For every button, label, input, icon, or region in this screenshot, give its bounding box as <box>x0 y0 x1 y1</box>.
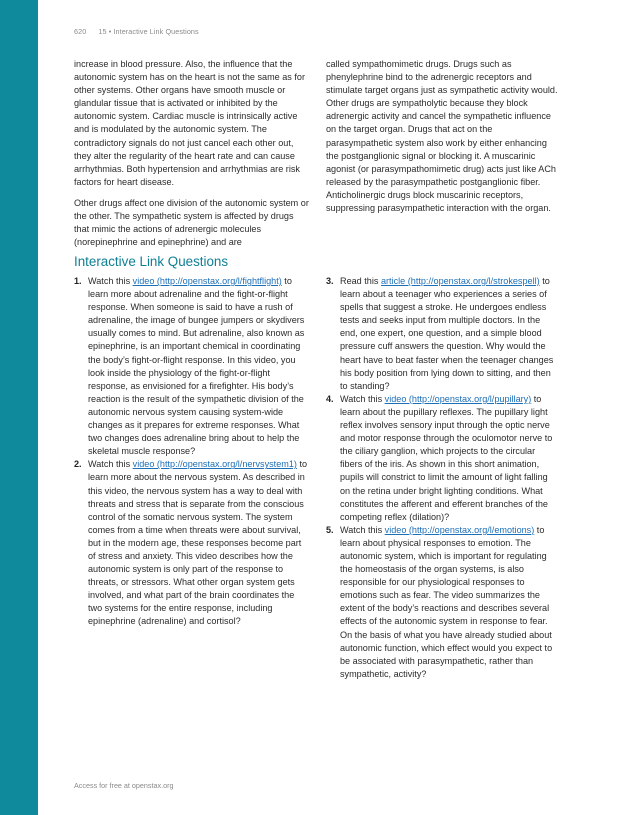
body-column-left <box>74 58 310 257</box>
question-text: to learn more about adrenaline and the fight-or-flight response. When someone is said to have a rush of adrenaline, the image of bungee jumpers or skydivers usually comes to mind. But adrenaline, also known as epinephrine, is an important chemical in coordinating the body’s fight-or-flight response. In this video, you look inside the physiology of the fight-or-flight response, as envisioned for a firefighter. His body’s reaction is the result of the sympathetic division of the autonomic nervous system causing system-wide changes as it prepares for extreme responses. What two changes does adrenaline bring about to help the skeletal muscle response? <box>88 276 305 457</box>
body-paragraph: Other drugs affect one division of the autonomic system or the other. The sympathetic system is affected by drugs that mimic the actions of adrenergic molecules (norepinephrine and epinephrine) and are <box>74 197 309 248</box>
body-paragraph: increase in blood pressure. Also, the influence that the autonomic system has on the heart is not the same as for other systems. Other organs have smooth muscle or glandular tissue that is activated or inhibited by the autonomic system. Cardiac muscle is intrinsically active and is modulated by the autonomic system. The contradictory signals do not just cancel each other out, they alter the regularity of the heart rate and can cause arrhythmias. Both hypertension and arrhythmias are risk factors for heart disease. <box>74 59 305 187</box>
section-heading: Interactive Link Questions <box>74 254 229 269</box>
question-text-pre: Watch this <box>88 459 133 470</box>
body-paragraph: called sympathomimetic drugs. Drugs such as phenylephrine bind to the adrenergic receptors and stimulate target organs just as sympathetic activity would. Other drugs are sympatholytic because they block adrenergic activity and cancel the sympathetic influence on the target organ. Drugs that act on the parasympathetic system also work by either enhancing the postganglionic signal or blocking it. A muscarinic agonist (or parasympathomimetic drug) acts just like ACh released by the parasympathetic postganglionic fiber. Anticholinergic drugs block muscarinic receptors, suppressing parasympathetic interaction with the organ. <box>326 59 558 214</box>
question-link[interactable]: video (http://openstax.org/l/emotions) <box>384 524 535 535</box>
question-text-pre: Watch this <box>340 393 385 404</box>
question-item <box>326 275 558 393</box>
question-text-pre: Watch this <box>340 524 385 535</box>
question-item <box>74 275 310 458</box>
question-number: 3. <box>326 276 334 286</box>
question-number: 2. <box>74 459 82 470</box>
question-link[interactable]: article (http://openstax.org/l/strokespell) <box>380 276 540 286</box>
page-footer: Access for free at openstax.org <box>74 781 174 790</box>
question-number: 4. <box>326 393 334 404</box>
chapter-label: 15 • Interactive Link Questions <box>98 27 199 36</box>
question-text-pre: Watch this <box>88 276 133 286</box>
question-item <box>74 458 310 628</box>
question-number: 5. <box>326 524 334 535</box>
question-link[interactable]: video (http://openstax.org/l/pupillary) <box>384 393 532 404</box>
question-text: to learn about the pupillary reflexes. The pupillary light reflex involves sensory input through the optic nerve and motor response through the oculomotor nerve to the ciliary ganglion, which projects to the circular fibers of the iris. As shown in this short animation, pupils will constrict to limit the amount of light falling on the retina under bright lighting conditions. What constitutes the afferent and efferent branches of the competing reflex (dilation)? <box>340 393 553 522</box>
question-link[interactable]: video (http://openstax.org/l/nervsystem1) <box>132 459 297 470</box>
questions-column-left <box>74 275 310 629</box>
body-column-right <box>326 58 558 223</box>
questions-column-right <box>326 275 558 681</box>
running-head <box>74 27 199 36</box>
question-text: to learn about a teenager who experiences a series of spells that suggest a stroke. He undergoes endless tests and seeks input from multiple doctors. In the end, one expert, one question, and a simple blood pressure cuff answers the question. Why would the heart have to beat faster when the teenager changes his body position from lying down to sitting, and then to standing? <box>340 276 554 391</box>
question-item <box>326 524 558 681</box>
question-text: to learn more about the nervous system. As described in this video, the nervous system has a way to deal with threats and stress that is separate from the conscious control of the somatic nervous system. The system comes from a time when threats were about survival, but in the modern age, these responses become part of stress and anxiety. This video describes how the autonomic system is only part of the response to threats, or stressors. What other organ system gets involved, and what part of the brain coordinates the two systems for the entire response, including epinephrine (adrenaline) and cortisol? <box>88 459 308 627</box>
question-number: 1. <box>74 276 82 286</box>
question-text-pre: Read this <box>340 276 381 286</box>
question-item <box>326 393 558 524</box>
side-color-bar <box>0 0 38 815</box>
question-link[interactable]: video (http://openstax.org/l/fightflight) <box>132 276 282 286</box>
question-text: to learn about physical responses to emotion. The autonomic system, which is important for regulating the homeostasis of the organ systems, is also responsible for our physiological responses to emotions such as fear. The video summarizes the extent of the body’s reactions and describes several effects of the autonomic system in response to fear. On the basis of what you have already studied about autonomic function, which effect would you expect to be associated with parasympathetic, rather than sympathetic, activity? <box>340 524 553 679</box>
page-number: 620 <box>74 27 87 36</box>
